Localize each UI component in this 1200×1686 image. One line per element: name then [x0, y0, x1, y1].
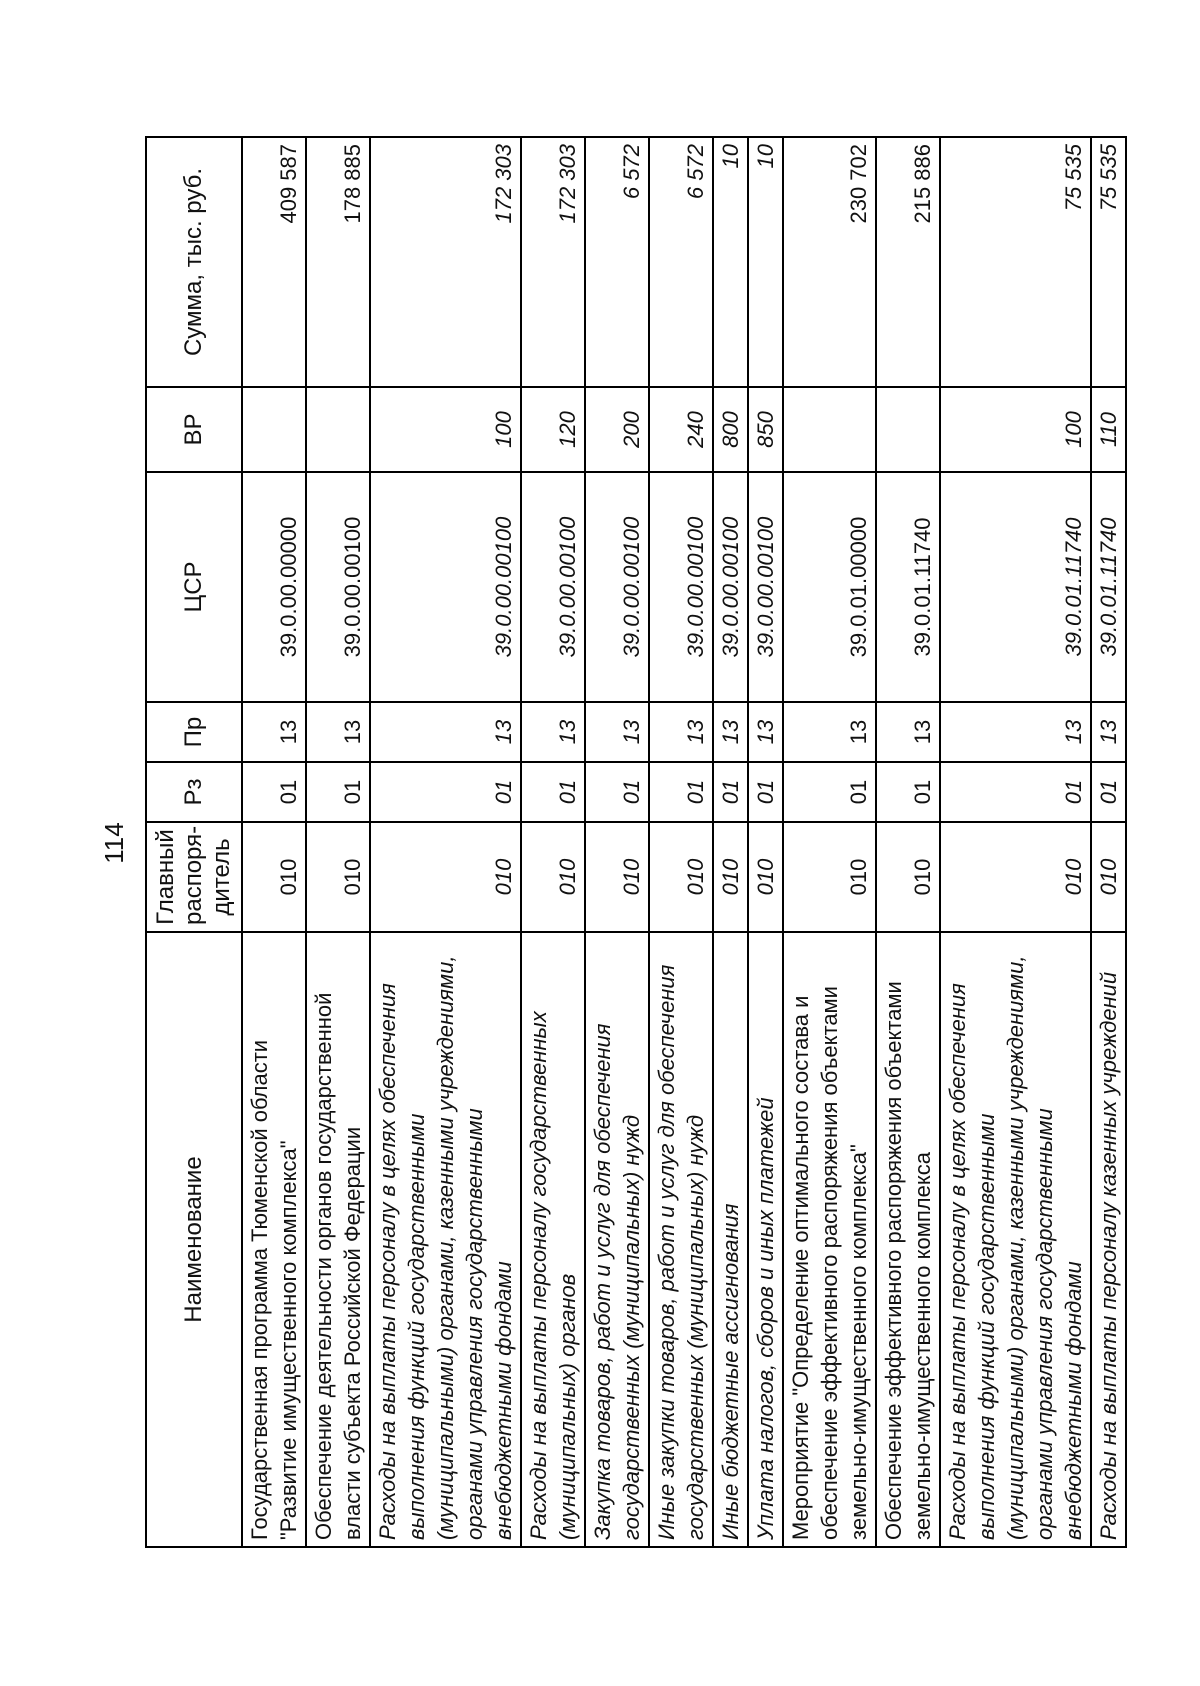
cell-rz: 01	[370, 762, 521, 822]
cell-sum: 230 702	[783, 137, 876, 387]
cell-csr: 39.0.00.00100	[521, 472, 585, 702]
cell-grbs: 010	[876, 822, 940, 932]
table-row	[585, 137, 649, 1547]
cell-sum: 10	[713, 137, 748, 387]
cell-pr: 13	[748, 702, 783, 762]
cell-csr: 39.0.00.00100	[748, 472, 783, 702]
cell-name: Расходы на выплаты персоналу государственных (муниципальных) органов	[521, 932, 585, 1547]
table-row	[649, 137, 713, 1547]
header-name: Наименование	[146, 932, 242, 1547]
header-grbs: Главный распоря-дитель	[146, 822, 242, 932]
cell-rz: 01	[649, 762, 713, 822]
table-row	[940, 137, 1091, 1547]
cell-rz: 01	[713, 762, 748, 822]
cell-vr: 110	[1091, 387, 1126, 472]
cell-grbs: 010	[713, 822, 748, 932]
cell-csr: 39.0.00.00100	[306, 472, 370, 702]
cell-csr: 39.0.00.00100	[585, 472, 649, 702]
cell-rz: 01	[876, 762, 940, 822]
header-vr: ВР	[146, 387, 242, 472]
cell-pr: 13	[1091, 702, 1126, 762]
cell-vr: 850	[748, 387, 783, 472]
cell-name: Уплата налогов, сборов и иных платежей	[748, 932, 783, 1547]
cell-vr	[306, 387, 370, 472]
cell-pr: 13	[585, 702, 649, 762]
cell-pr: 13	[242, 702, 306, 762]
table-row	[748, 137, 783, 1547]
cell-sum: 75 535	[940, 137, 1091, 387]
cell-grbs: 010	[242, 822, 306, 932]
header-sum: Сумма, тыс. руб.	[146, 137, 242, 387]
cell-pr: 13	[876, 702, 940, 762]
cell-grbs: 010	[585, 822, 649, 932]
cell-sum: 10	[748, 137, 783, 387]
cell-csr: 39.0.01.00000	[783, 472, 876, 702]
cell-csr: 39.0.01.11740	[876, 472, 940, 702]
cell-grbs: 010	[783, 822, 876, 932]
cell-pr: 13	[521, 702, 585, 762]
cell-sum: 6 572	[649, 137, 713, 387]
cell-name: Обеспечение эффективного распоряжения объектами земельно-имущественного комплекса	[876, 932, 940, 1547]
cell-sum: 75 535	[1091, 137, 1126, 387]
table-row	[713, 137, 748, 1547]
budget-table	[145, 136, 1127, 1548]
cell-grbs: 010	[370, 822, 521, 932]
cell-rz: 01	[1091, 762, 1126, 822]
cell-vr: 100	[370, 387, 521, 472]
cell-vr: 100	[940, 387, 1091, 472]
cell-vr	[876, 387, 940, 472]
table-row	[876, 137, 940, 1547]
cell-sum: 178 885	[306, 137, 370, 387]
cell-grbs: 010	[1091, 822, 1126, 932]
cell-vr	[783, 387, 876, 472]
budget-table-container	[145, 138, 1121, 1548]
cell-name: Государственная программа Тюменской области "Развитие имущественного комплекса"	[242, 932, 306, 1547]
cell-grbs: 010	[521, 822, 585, 932]
cell-csr: 39.0.00.00100	[713, 472, 748, 702]
header-csr: ЦСР	[146, 472, 242, 702]
table-row	[370, 137, 521, 1547]
page-number: 114	[99, 822, 129, 864]
cell-pr: 13	[649, 702, 713, 762]
cell-vr: 120	[521, 387, 585, 472]
cell-sum: 172 303	[521, 137, 585, 387]
cell-rz: 01	[585, 762, 649, 822]
header-pr: Пр	[146, 702, 242, 762]
cell-vr: 800	[713, 387, 748, 472]
header-rz: Рз	[146, 762, 242, 822]
cell-name: Закупка товаров, работ и услуг для обеспечения государственных (муниципальных) нужд	[585, 932, 649, 1547]
cell-rz: 01	[306, 762, 370, 822]
cell-vr	[242, 387, 306, 472]
cell-csr: 39.0.00.00000	[242, 472, 306, 702]
cell-sum: 172 303	[370, 137, 521, 387]
cell-name: Расходы на выплаты персоналу в целях обеспечения выполнения функций государственными (муниципальными) органами, казенными учреждениями, органами управления государственными внебюджетными фондами	[940, 932, 1091, 1547]
cell-pr: 13	[370, 702, 521, 762]
cell-rz: 01	[940, 762, 1091, 822]
cell-pr: 13	[306, 702, 370, 762]
cell-pr: 13	[940, 702, 1091, 762]
cell-csr: 39.0.00.00100	[370, 472, 521, 702]
cell-name: Иные бюджетные ассигнования	[713, 932, 748, 1547]
table-row	[783, 137, 876, 1547]
cell-name: Мероприятие "Определение оптимального состава и обеспечение эффективного распоряжения объектами земельно-имущественного комплекса"	[783, 932, 876, 1547]
cell-csr: 39.0.01.11740	[940, 472, 1091, 702]
cell-sum: 409 587	[242, 137, 306, 387]
cell-rz: 01	[783, 762, 876, 822]
cell-pr: 13	[713, 702, 748, 762]
cell-grbs: 010	[649, 822, 713, 932]
cell-name: Обеспечение деятельности органов государственной власти субъекта Российской Федерации	[306, 932, 370, 1547]
cell-vr: 240	[649, 387, 713, 472]
cell-sum: 215 886	[876, 137, 940, 387]
table-body	[242, 137, 1126, 1547]
table-row	[242, 137, 306, 1547]
cell-rz: 01	[242, 762, 306, 822]
cell-name: Расходы на выплаты персоналу в целях обеспечения выполнения функций государственными (муниципальными) органами, казенными учреждениями, органами управления государственными внебюджетными фондами	[370, 932, 521, 1547]
cell-csr: 39.0.01.11740	[1091, 472, 1126, 702]
cell-sum: 6 572	[585, 137, 649, 387]
table-row	[521, 137, 585, 1547]
cell-vr: 200	[585, 387, 649, 472]
cell-grbs: 010	[306, 822, 370, 932]
cell-grbs: 010	[748, 822, 783, 932]
cell-grbs: 010	[940, 822, 1091, 932]
table-row	[306, 137, 370, 1547]
table-row	[1091, 137, 1126, 1547]
cell-csr: 39.0.00.00100	[649, 472, 713, 702]
cell-rz: 01	[748, 762, 783, 822]
cell-rz: 01	[521, 762, 585, 822]
cell-name: Расходы на выплаты персоналу казенных учреждений	[1091, 932, 1126, 1547]
table-header-row	[146, 137, 242, 1547]
cell-pr: 13	[783, 702, 876, 762]
cell-name: Иные закупки товаров, работ и услуг для обеспечения государственных (муниципальных) нужд	[649, 932, 713, 1547]
